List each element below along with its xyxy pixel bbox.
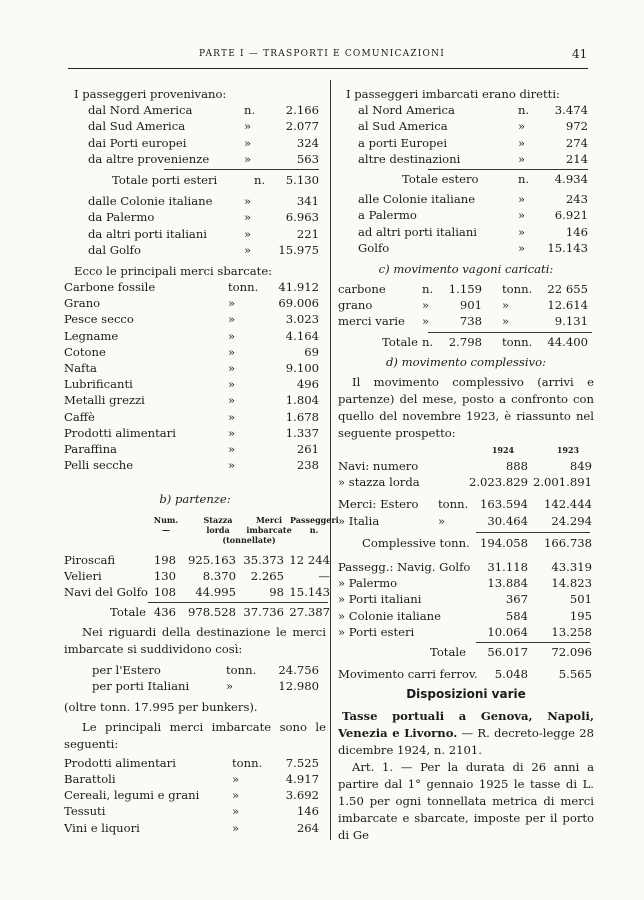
ships-table — [338, 458, 594, 490]
years-header: 1924 1923 — [491, 445, 580, 455]
list-item: » Italia » 30.464 24.294 — [338, 513, 592, 528]
loaded-goods-list — [64, 755, 326, 836]
list-item: Cotone » 69 — [64, 344, 319, 359]
goods-total-row: Complessive tonn. 194.058 166.738 — [362, 535, 592, 550]
list-item: ad altri porti italiani » 146 — [358, 224, 588, 239]
section-heading: Disposizioni varie — [406, 687, 526, 702]
list-item: Nafta » 9.100 — [64, 361, 319, 375]
section-title: c) movimento vagoni caricati: — [378, 261, 554, 276]
list-item: alle Colonie italiane » 243 — [358, 192, 588, 207]
list-item: » stazza lorda 2.023.829 2.001.891 — [338, 475, 592, 490]
unloaded-goods-list — [64, 279, 326, 473]
list-item: » Porti italiani 367 501 — [338, 592, 592, 607]
passengers-table — [338, 559, 594, 640]
destinations-list-2 — [338, 191, 594, 256]
list-item: » Colonie italiane 584 195 — [338, 608, 592, 623]
list-item: al Sud America » 972 — [358, 119, 588, 134]
list-item: al Nord America n. 3.474 — [358, 103, 588, 118]
list-item: per l'Estero tonn. 24.756 — [92, 663, 319, 678]
list-item: Tessuti » 146 — [64, 804, 319, 819]
list-item: Carbone fossile tonn. 41.912 — [64, 280, 319, 295]
wagons-total-row: Totale n. 2.798 tonn. 44.400 — [382, 334, 588, 349]
total-row: Totale porti esteri n. 5.130 — [112, 172, 319, 187]
list-item: grano » 901 » 12.614 — [338, 298, 588, 313]
left-column — [64, 86, 339, 836]
departures-table — [64, 552, 330, 601]
list-item: Cereali, legumi e grani » 3.692 — [64, 788, 319, 803]
list-item: per porti Italiani » 12.980 — [92, 679, 319, 694]
list-item: Legname » 4.164 — [64, 328, 319, 343]
overall-paragraph: Il movimento complessivo (arrivi e partenze) del mese, posto a confronto con quello del novembre 1923, è riassunto nel seguente prospetto: — [338, 375, 594, 440]
destination-list — [64, 662, 326, 694]
list-item: Pesce secco » 3.023 — [64, 312, 319, 327]
list-item: a porti Europei » 274 — [358, 135, 588, 150]
list-item: Pelli secche » 238 — [64, 458, 319, 473]
page-number: 41 — [572, 47, 588, 61]
total-row: Totale estero n. 4.934 — [402, 171, 588, 186]
list-item: dal Nord America n. 2.166 — [88, 103, 319, 118]
list-item: dalle Colonie italiane » 341 — [88, 194, 319, 209]
list-item: dal Golfo » 15.975 — [88, 242, 319, 257]
destination-paragraph: Nei riguardi della destinazione le merci imbarcate si suddividono così: — [64, 625, 326, 657]
list-item: dai Porti europei » 324 — [88, 135, 319, 150]
departures-table-header: Num. — Stazza lorda Merci imbarcate Passeggeri n. (tonnellate) — [153, 514, 339, 545]
list-item: Paraffina » 261 — [64, 441, 319, 456]
list-item: altre destinazioni » 214 — [358, 151, 588, 166]
list-item: Navi: numero 888 849 — [338, 459, 592, 473]
article-1: Art. 1. — Per la durata di 26 anni a partire dal 1° gennaio 1925 le tasse di L. 1.50 per ogni tonnellata metrica di merci imbarcate e sbarcate, imposte per il porto di Ge — [338, 760, 594, 843]
list-item: a Palermo » 6.921 — [358, 208, 588, 223]
list-item: Caffè » 1.678 — [64, 409, 319, 424]
provenance-list-2 — [64, 193, 326, 258]
running-header — [0, 49, 644, 65]
right-column — [338, 86, 594, 844]
paragraph-heading: I passeggeri provenivano: — [74, 87, 227, 101]
list-item: da altri porti italiani » 221 — [88, 226, 319, 241]
list-item: » Palermo 13.884 14.823 — [338, 576, 592, 591]
list-item: Vini e liquori » 264 — [64, 820, 319, 835]
section-title: b) partenze: — [159, 492, 231, 507]
list-item: Barattoli » 4.917 — [64, 772, 319, 786]
list-item: Metalli grezzi » 1.804 — [64, 393, 319, 408]
list-item: merci varie » 738 » 9.131 — [338, 314, 588, 329]
header-rule — [68, 68, 588, 69]
list-item: dal Sud America » 2.077 — [88, 119, 319, 134]
passengers-total-row: Totale 56.017 72.096 — [430, 644, 592, 659]
list-item: Prodotti alimentari » 1.337 — [64, 425, 319, 440]
list-item: Velieri 130 8.370 2.265 — — [64, 568, 330, 583]
column-divider — [330, 80, 331, 840]
wagons-table — [338, 281, 594, 330]
loaded-goods-paragraph: Le principali merci imbarcate sono le seguenti: — [64, 719, 326, 751]
departures-total-row: Totale 436 978.528 37.736 27.387 — [110, 605, 330, 620]
provenance-list — [64, 102, 326, 167]
list-item: Piroscafi 198 925.163 35.373 12 244 — [64, 552, 330, 567]
goods-table — [338, 496, 594, 528]
decree-title: Tasse portuali a Genova, Napoli, Venezia e Livorno. — R. decreto-legge 28 dicembre 1924, n. 2101. — [338, 709, 594, 758]
paragraph-heading: I passeggeri imbarcati erano diretti: — [346, 87, 560, 101]
list-item: Golfo » 15.143 — [358, 240, 588, 255]
list-item: carbone n. 1.159 tonn. 22 655 — [338, 282, 588, 297]
paragraph-heading: Ecco le principali merci sbarcate: — [74, 263, 273, 278]
destinations-list — [338, 102, 594, 167]
list-item: Passegg.: Navig. Golfo 31.118 43.319 — [338, 559, 592, 574]
header-title: PARTE I — TRASPORTI E COMUNICAZIONI — [199, 49, 445, 59]
section-title: d) movimento complessivo: — [385, 354, 546, 369]
list-item: Lubrificanti » 496 — [64, 377, 319, 392]
bunkers-note: (oltre tonn. 17.995 per bunkers). — [64, 699, 258, 714]
list-item: » Porti esteri 10.064 13.258 — [338, 624, 592, 639]
list-item: Merci: Estero tonn. 163.594 142.444 — [338, 497, 592, 512]
rule — [164, 169, 319, 170]
list-item: Grano » 69.006 — [64, 296, 319, 311]
list-item: da altre provenienze » 563 — [88, 151, 319, 166]
railcars-row: Movimento carri ferrov. 5.048 5.565 — [338, 667, 592, 682]
list-item: Navi del Golfo 108 44.995 98 15.143 — [64, 584, 330, 599]
list-item: da Palermo » 6.963 — [88, 210, 319, 225]
list-item: Prodotti alimentari tonn. 7.525 — [64, 755, 319, 770]
